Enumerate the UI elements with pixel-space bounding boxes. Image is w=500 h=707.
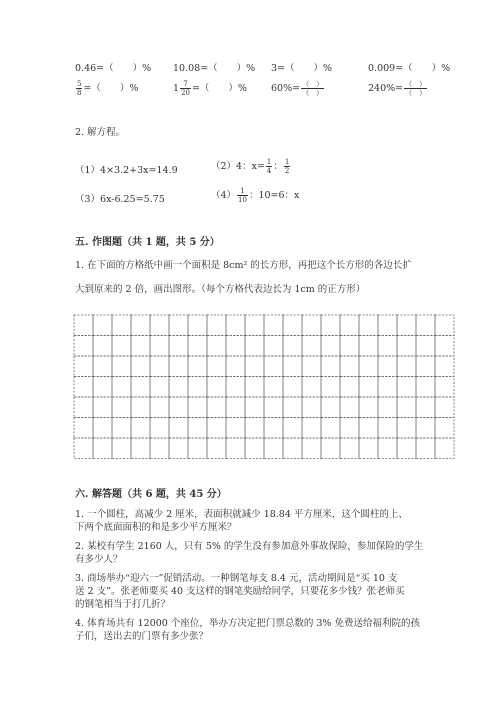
grid-cell[interactable]: [302, 418, 321, 439]
grid-cell[interactable]: [359, 418, 378, 439]
fraction: $\frac{( )}{( )}$: [405, 80, 427, 97]
grid-cell[interactable]: [416, 315, 435, 336]
grid-cell[interactable]: [150, 438, 169, 459]
grid-cell[interactable]: [188, 315, 207, 336]
grid-cell[interactable]: [302, 315, 321, 336]
grid-cell[interactable]: [226, 336, 245, 357]
grid-cell[interactable]: [397, 315, 416, 336]
grid-cell[interactable]: [321, 377, 340, 398]
grid-cell[interactable]: [321, 315, 340, 336]
section-6-line-3: 2. 某校有学生 2160 人，只有 5% 的学生没有参加意外事故保险，参加保险的学生: [75, 541, 424, 552]
grid-cell[interactable]: [264, 356, 283, 377]
grid-cell[interactable]: [397, 397, 416, 418]
grid-cell[interactable]: [169, 336, 188, 357]
grid-cell[interactable]: [264, 438, 283, 459]
grid-cell[interactable]: [359, 438, 378, 459]
fraction: $\frac{1}{4}$: [266, 158, 272, 175]
equation-3: （3）6x-6.25=5.75: [75, 194, 165, 205]
grid-cell[interactable]: [340, 377, 359, 398]
grid-cell[interactable]: [131, 336, 150, 357]
grid-cell[interactable]: [378, 377, 397, 398]
grid-cell[interactable]: [302, 356, 321, 377]
grid-cell[interactable]: [283, 356, 302, 377]
grid-cell[interactable]: [359, 336, 378, 357]
grid-cell[interactable]: [283, 397, 302, 418]
grid-cell[interactable]: [378, 356, 397, 377]
grid-cell[interactable]: [397, 418, 416, 439]
grid-cell[interactable]: [378, 418, 397, 439]
grid-cell[interactable]: [131, 418, 150, 439]
grid-cell[interactable]: [245, 356, 264, 377]
grid-cell[interactable]: [226, 438, 245, 459]
grid-cell[interactable]: [435, 438, 454, 459]
grid-cell[interactable]: [264, 397, 283, 418]
grid-cell[interactable]: [131, 377, 150, 398]
grid-cell[interactable]: [226, 377, 245, 398]
section-6-line-2: 下两个底面面积的和是多少平方厘米？: [75, 522, 237, 533]
grid-cell[interactable]: [74, 315, 93, 336]
grid-cell[interactable]: [321, 438, 340, 459]
grid-cell[interactable]: [397, 438, 416, 459]
equation-2: （2）4：x= $\frac{1}{4}$ ： $\frac{1}{2}$: [211, 158, 290, 175]
grid-cell[interactable]: [359, 315, 378, 336]
grid-cell[interactable]: [283, 336, 302, 357]
grid-cell[interactable]: [245, 397, 264, 418]
grid-cell[interactable]: [264, 418, 283, 439]
blank-item-5: $\frac{5}{8}$ =（ ）%: [77, 80, 139, 97]
grid-cell[interactable]: [359, 397, 378, 418]
grid-cell[interactable]: [378, 397, 397, 418]
grid-cell[interactable]: [74, 356, 93, 377]
grid-cell[interactable]: [169, 356, 188, 377]
grid-cell[interactable]: [340, 315, 359, 336]
grid-cell[interactable]: [74, 336, 93, 357]
section-6-line-7: 的钢笔相当于打几折？: [75, 599, 171, 610]
grid-cell[interactable]: [264, 377, 283, 398]
section-5-question-line-2: 大到原来的 2 倍，画出图形。（每个方格代表边长为 1cm 的正方形）: [75, 284, 366, 295]
grid-cell[interactable]: [207, 315, 226, 336]
fraction: $\frac{5}{8}$: [77, 80, 82, 97]
grid-cell[interactable]: [188, 397, 207, 418]
grid-cell[interactable]: [302, 397, 321, 418]
grid-cell[interactable]: [226, 315, 245, 336]
grid-cell[interactable]: [416, 418, 435, 439]
section-6-line-1: 1. 一个圆柱，高减少 2 厘米，表面积就减少 18.84 平方厘米，这个圆柱的上、: [75, 509, 408, 520]
grid-cell[interactable]: [321, 418, 340, 439]
grid-cell[interactable]: [169, 377, 188, 398]
grid-cell[interactable]: [169, 418, 188, 439]
grid-cell[interactable]: [207, 336, 226, 357]
section-6-title: 六. 解答题（共 6 题，共 45 分）: [75, 489, 227, 500]
grid-cell[interactable]: [416, 356, 435, 377]
grid-cell[interactable]: [112, 315, 131, 336]
grid-cell[interactable]: [226, 356, 245, 377]
grid-cell[interactable]: [188, 438, 207, 459]
grid-cell[interactable]: [283, 438, 302, 459]
blank-item-2: 10.08=（ ）%: [173, 63, 256, 74]
section-6-line-4: 有多少人？: [75, 554, 123, 565]
grid-cell[interactable]: [245, 418, 264, 439]
grid-cell[interactable]: [283, 418, 302, 439]
grid-cell[interactable]: [435, 397, 454, 418]
grid-cell[interactable]: [397, 356, 416, 377]
grid-cell[interactable]: [74, 397, 93, 418]
grid-cell[interactable]: [188, 336, 207, 357]
equation-1: （1）4×3.2+3x=14.9: [75, 165, 178, 176]
grid-cell[interactable]: [416, 377, 435, 398]
grid-cell[interactable]: [340, 336, 359, 357]
grid-cell[interactable]: [131, 356, 150, 377]
grid-cell[interactable]: [112, 377, 131, 398]
section-6-line-6: 送 2 支”。张老师要买 40 支这样的钢笔奖励给同学，只要花多少钱？张老师买: [75, 586, 405, 597]
grid-cell[interactable]: [207, 418, 226, 439]
fraction: $\frac{1}{10}$: [238, 187, 247, 204]
grid-cell[interactable]: [112, 438, 131, 459]
grid-cell[interactable]: [245, 336, 264, 357]
grid-cell[interactable]: [264, 315, 283, 336]
blank-item-6: 1 $\frac{7}{20}$ =（ ）%: [173, 80, 247, 97]
fraction: $\frac{7}{20}$: [181, 80, 190, 97]
grid-cell[interactable]: [93, 438, 112, 459]
grid-cell[interactable]: [302, 377, 321, 398]
grid-cell[interactable]: [131, 438, 150, 459]
section-6-line-9: 子们，送出去的门票有多少张？: [75, 631, 209, 642]
grid-cell[interactable]: [378, 336, 397, 357]
grid-cell[interactable]: [169, 438, 188, 459]
grid-cell[interactable]: [321, 336, 340, 357]
grid-cell[interactable]: [93, 315, 112, 336]
grid-cell[interactable]: [150, 315, 169, 336]
grid-cell[interactable]: [397, 377, 416, 398]
grid-cell[interactable]: [169, 315, 188, 336]
grid-cell[interactable]: [226, 418, 245, 439]
grid-cell[interactable]: [74, 377, 93, 398]
grid-cell[interactable]: [435, 356, 454, 377]
grid-cell[interactable]: [340, 418, 359, 439]
grid-cell[interactable]: [207, 397, 226, 418]
grid-cell[interactable]: [435, 315, 454, 336]
grid-cell[interactable]: [416, 397, 435, 418]
grid-cell[interactable]: [112, 397, 131, 418]
grid-cell[interactable]: [283, 315, 302, 336]
grid-cell[interactable]: [283, 377, 302, 398]
grid-cell[interactable]: [435, 336, 454, 357]
grid-cell[interactable]: [226, 397, 245, 418]
grid-cell[interactable]: [245, 377, 264, 398]
grid-cell[interactable]: [112, 336, 131, 357]
grid-cell[interactable]: [378, 438, 397, 459]
grid-cell[interactable]: [93, 377, 112, 398]
grid-cell[interactable]: [93, 356, 112, 377]
grid-cell[interactable]: [93, 397, 112, 418]
grid-cell[interactable]: [340, 397, 359, 418]
grid-cell[interactable]: [264, 336, 283, 357]
equations-title: 2. 解方程。: [75, 127, 126, 138]
grid-cell[interactable]: [397, 336, 416, 357]
section-6-line-5: 3. 商场举办“迎六一”促销活动。一种钢笔每支 8.4 元，活动期间是“买 10 支: [75, 573, 398, 584]
grid-cell[interactable]: [359, 356, 378, 377]
grid-cell[interactable]: [93, 336, 112, 357]
grid-cell[interactable]: [302, 336, 321, 357]
blank-item-8: 240%= $\frac{( )}{( )}$: [368, 80, 427, 97]
grid-cell[interactable]: [359, 377, 378, 398]
grid-cell[interactable]: [416, 336, 435, 357]
blank-item-3: 3=（ ）%: [271, 63, 333, 74]
grid-cell[interactable]: [74, 418, 93, 439]
section-5-title: 五. 作图题（共 1 题，共 5 分）: [75, 237, 220, 248]
grid-cell[interactable]: [150, 397, 169, 418]
grid-cell[interactable]: [131, 397, 150, 418]
grid-cell[interactable]: [150, 418, 169, 439]
grid-cell[interactable]: [378, 315, 397, 336]
grid-cell[interactable]: [416, 438, 435, 459]
fraction: $\frac{1}{2}$: [284, 158, 290, 175]
blank-item-7: 60%= $\frac{( )}{( )}$: [271, 80, 324, 97]
grid-cell[interactable]: [435, 418, 454, 439]
grid-cell[interactable]: [74, 438, 93, 459]
grid-cell[interactable]: [302, 438, 321, 459]
grid-cell[interactable]: [207, 438, 226, 459]
grid-cell[interactable]: [435, 377, 454, 398]
grid-cell[interactable]: [340, 356, 359, 377]
grid-cell[interactable]: [207, 377, 226, 398]
grid-cell[interactable]: [207, 356, 226, 377]
grid-cell[interactable]: [150, 336, 169, 357]
grid-cell[interactable]: [188, 356, 207, 377]
equation-4: （4） $\frac{1}{10}$ ：10=6：x: [211, 187, 300, 204]
grid-cell[interactable]: [131, 315, 150, 336]
grid-cell[interactable]: [150, 377, 169, 398]
grid-cell[interactable]: [321, 397, 340, 418]
blank-item-4: 0.009=（ ）%: [368, 63, 451, 74]
grid-cell[interactable]: [188, 377, 207, 398]
section-6-line-8: 4. 体育场共有 12000 个座位，举办方决定把门票总数的 3% 免费送给福利院的孩: [75, 618, 420, 629]
grid-cell[interactable]: [245, 438, 264, 459]
grid-cell[interactable]: [245, 315, 264, 336]
section-5-question-line-1: 1. 在下面的方格纸中画一个面积是 8cm² 的长方形，再把这个长方形的各边长扩: [75, 260, 412, 271]
grid-cell[interactable]: [112, 418, 131, 439]
grid-cell[interactable]: [112, 356, 131, 377]
grid-cell[interactable]: [321, 356, 340, 377]
blank-item-1: 0.46=（ ）%: [75, 63, 152, 74]
fraction: $\frac{( )}{( )}$: [302, 80, 324, 97]
grid-cell[interactable]: [93, 418, 112, 439]
grid-paper[interactable]: [73, 314, 455, 462]
grid-cell[interactable]: [340, 438, 359, 459]
grid-cell[interactable]: [188, 418, 207, 439]
grid-cell[interactable]: [169, 397, 188, 418]
grid-cell[interactable]: [150, 356, 169, 377]
